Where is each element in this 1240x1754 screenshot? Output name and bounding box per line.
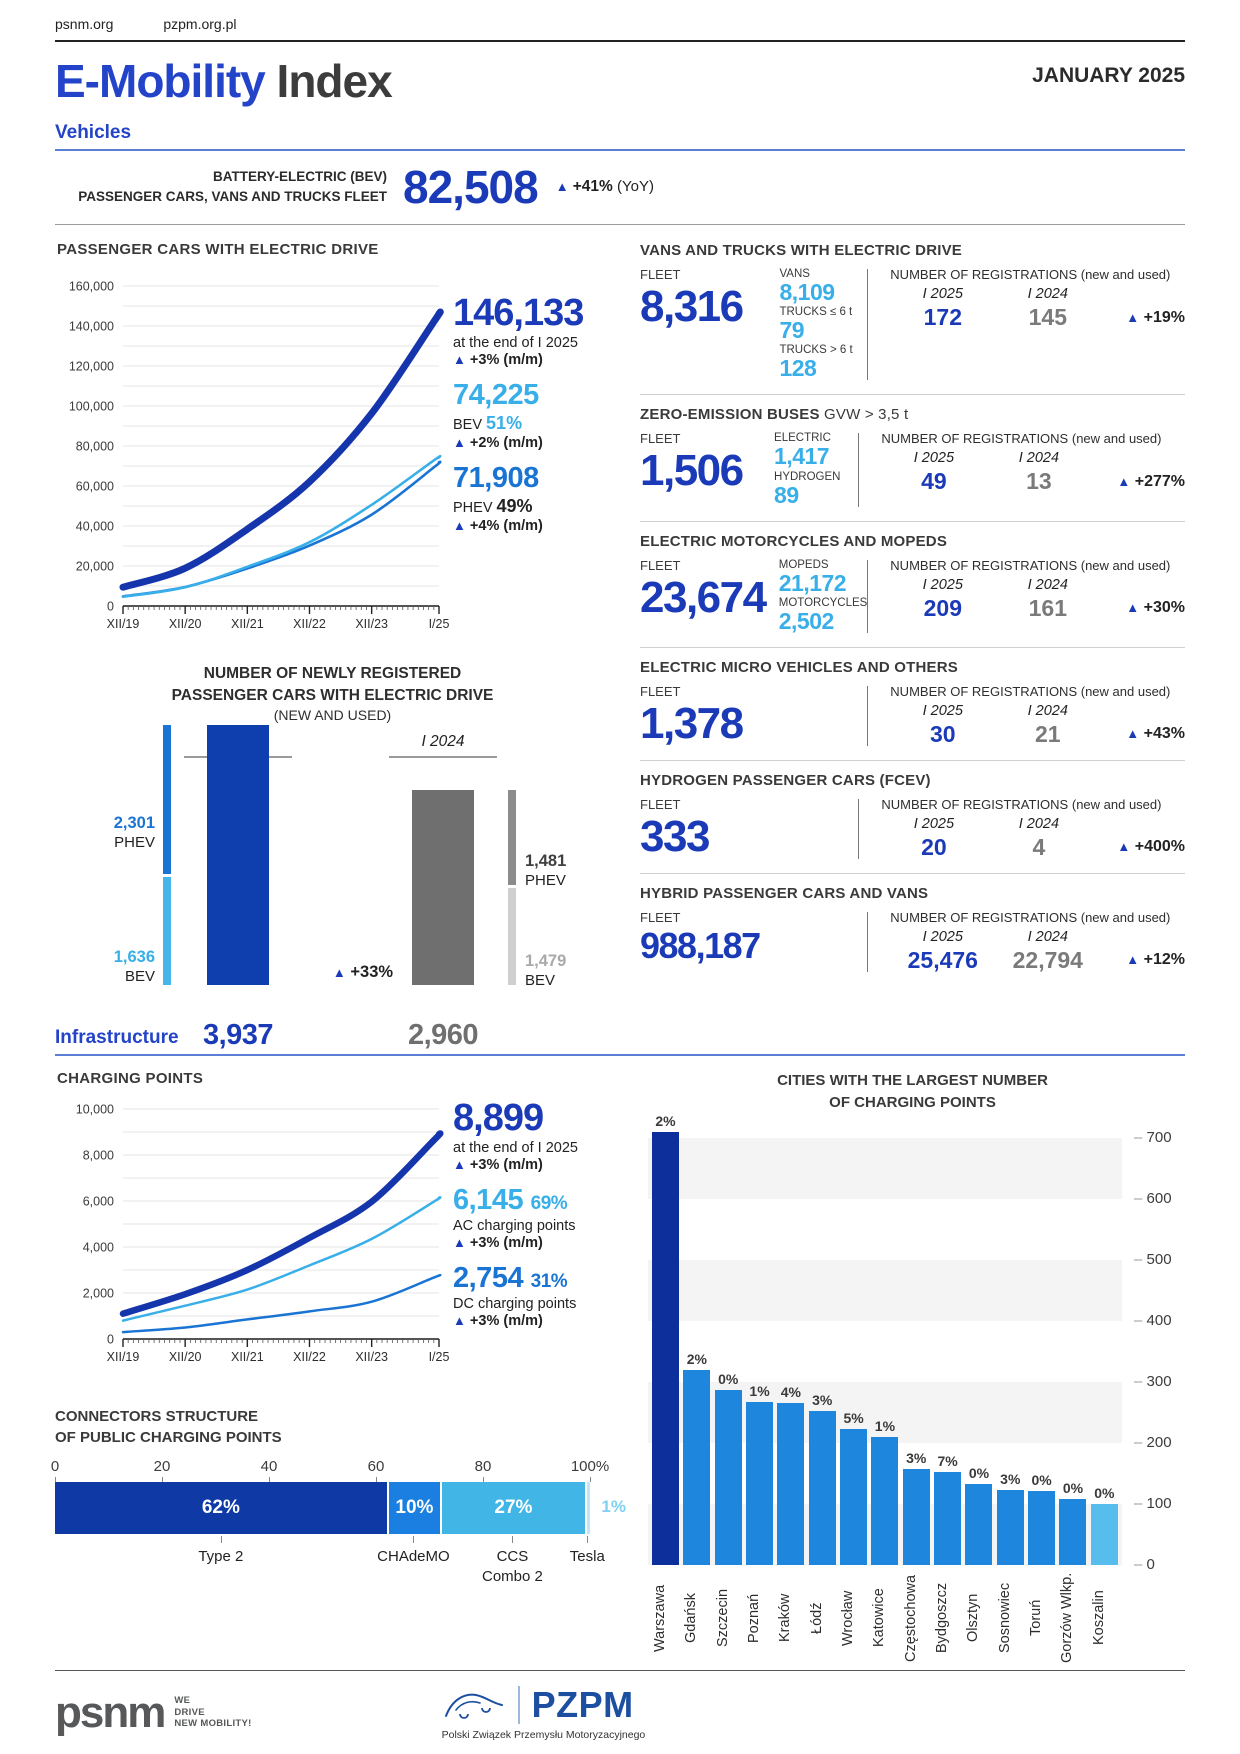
registrations-2025: 25,476: [907, 946, 978, 973]
svg-text:100,000: 100,000: [68, 399, 114, 414]
registrations-2024: 145: [1028, 304, 1067, 330]
city-bar-Sosnowiec: 3%: [997, 1471, 1024, 1565]
connectors-title: CONNECTORS STRUCTURE OF PUBLIC CHARGING POINTS: [55, 1408, 282, 1446]
sub-value: 8,109: [779, 279, 835, 305]
pzpm-car-icon: [442, 1688, 506, 1722]
svg-text:120,000: 120,000: [68, 359, 114, 374]
registrations-2025: 30: [930, 720, 956, 747]
registrations-2025: 20: [921, 833, 947, 860]
svg-text:10,000: 10,000: [75, 1102, 114, 1117]
connectors-bar: [55, 1482, 626, 1534]
phev-2025-label: 2,301 PHEV: [113, 814, 155, 851]
bev-fleet-label: BATTERY-ELECTRIC (BEV) PASSENGER CARS, VANS AND TRUCKS FLEET: [78, 169, 387, 204]
psnm-logo: psnm WE DRIVE NEW MOBILITY!: [55, 1687, 252, 1737]
total-2024: 2,960: [407, 1019, 479, 1051]
city-bar-Toruń: 0%: [1028, 1472, 1055, 1565]
city-label: Olsztyn: [965, 1593, 982, 1643]
svg-text:2,000: 2,000: [82, 1286, 114, 1301]
bev-2024-label: 1,479 BEV: [525, 952, 567, 989]
city-label: Bydgoszcz: [934, 1582, 951, 1654]
phev-2024-label: 1,481 PHEV: [525, 852, 567, 889]
cities-chart: [640, 1070, 1185, 1670]
passenger-chart: [55, 260, 610, 653]
city-label: Sosnowiec: [996, 1582, 1013, 1654]
header-links: [55, 16, 1185, 40]
svg-text:0: 0: [107, 599, 114, 614]
registrations-delta: ▲ +30%: [1126, 599, 1185, 617]
section-infrastructure: Infrastructure: [55, 1027, 179, 1048]
stat-block-5: HYBRID PASSENGER CARS AND VANS FLEET 988,187 NUMBER OF REGISTRATIONS (new and used) I 2025 I 2024 25,476 22,794 ▲ +12%: [640, 873, 1185, 986]
fleet-value: 23,674: [640, 572, 766, 622]
fleet-value: 988,187: [640, 924, 760, 966]
svg-text:XII/23: XII/23: [355, 1350, 388, 1364]
cities-y-axis: – 0 – 100 – 200 – 300 – 400 – 500 – 600 – 700: [1130, 1128, 1185, 1565]
stat-block-2: ELECTRIC MOTORCYCLES AND MOPEDS FLEET 23,674 MOPEDS 21,172 MOTORCYCLES 2,502 NUMBER OF REGISTRATIONS (new and used) I 2025 I 2024 209 161 ▲ +30%: [640, 521, 1185, 647]
svg-text:20,000: 20,000: [75, 559, 114, 574]
charging-chart-title: CHARGING POINTS: [57, 1070, 204, 1087]
city-label: Łódź: [808, 1602, 825, 1634]
svg-text:XII/22: XII/22: [293, 1350, 326, 1364]
svg-text:XII/19: XII/19: [106, 617, 140, 631]
city-bar-Koszalin: 0%: [1091, 1485, 1118, 1565]
tesla-pct-label: 1%: [601, 1497, 626, 1516]
city-label: Warszawa: [652, 1584, 668, 1652]
stack-indicator-2024: [508, 790, 516, 985]
connectors-structure: [50, 1406, 626, 1604]
pzpm-logo: PZPM Polski Związek Przemysłu Motoryzacyjnego: [441, 1684, 646, 1741]
fleet-value: 1,506: [640, 446, 743, 496]
up-triangle-icon: ▲: [555, 179, 569, 194]
newly-registered-title: NUMBER OF NEWLY REGISTERED PASSENGER CARS WITH ELECTRIC DRIVE (NEW AND USED): [171, 665, 494, 724]
ac-value: 6,145 69%: [453, 1184, 568, 1216]
sub-value: 21,172: [778, 569, 847, 596]
bev-2025-label: 1,636 BEV: [113, 948, 155, 985]
city-bar-Gdańsk: 2%: [683, 1351, 710, 1565]
fleet-value: 1,378: [640, 698, 743, 748]
footer: [55, 1670, 1185, 1754]
connector-label: Tesla: [569, 1548, 605, 1565]
svg-text:XII/20: XII/20: [168, 1350, 202, 1364]
registrations-2024: 161: [1028, 594, 1067, 621]
city-bar-Kraków: 4%: [777, 1384, 804, 1565]
city-label: Toruń: [1028, 1599, 1045, 1637]
group-label-2024: I 2024: [389, 733, 497, 758]
registrations-2025: 49: [921, 468, 947, 495]
pzpm-link[interactable]: pzpm.org.pl: [163, 16, 237, 32]
city-bar-Częstochowa: 3%: [903, 1450, 930, 1565]
city-label: Kraków: [777, 1593, 794, 1643]
city-label: Gdańsk: [683, 1593, 700, 1643]
sub-value: 79: [779, 317, 805, 344]
vehicle-stat-blocks: [640, 235, 1185, 1013]
city-label: Koszalin: [1090, 1590, 1107, 1646]
city-label: Gorzów Wlkp.: [1059, 1572, 1076, 1664]
svg-text:6,000: 6,000: [82, 1194, 114, 1209]
charging-chart: [55, 1089, 610, 1390]
connector-label: Type 2: [198, 1548, 244, 1565]
connector-segment-chademo: 10%: [387, 1482, 441, 1534]
city-bar-Katowice: 1%: [871, 1418, 898, 1565]
connector-segment-ccs-combo-2: 27%: [440, 1482, 584, 1534]
fleet-value: 333: [640, 811, 709, 861]
svg-text:XII/21: XII/21: [230, 1350, 264, 1364]
svg-text:0: 0: [107, 1332, 114, 1347]
svg-text:80,000: 80,000: [75, 439, 114, 454]
registrations-2024: 4: [1032, 833, 1046, 860]
connector-segment-tesla: [585, 1482, 590, 1534]
total-fleet-value: 146,133: [453, 292, 584, 334]
bar-2025: [207, 725, 269, 985]
registrations-2024: 22,794: [1012, 946, 1083, 973]
registrations-2024: 13: [1026, 468, 1052, 495]
city-bar-Poznań: 1%: [746, 1383, 773, 1565]
svg-text:160,000: 160,000: [68, 279, 114, 294]
svg-text:XII/22: XII/22: [293, 617, 326, 631]
bev-value: 74,225: [453, 379, 539, 411]
registrations-delta: ▲ +277%: [1117, 472, 1185, 490]
registrations-2025: 172: [923, 304, 962, 330]
charging-stats: 8,899 at the end of I 2025 ▲ +3% (m/m) 6,145 69% AC charging points ▲ +3% (m/m) 2,754 31% DC charging points ▲ +3% (m/m): [453, 1099, 613, 1342]
registrations-2024: 21: [1035, 720, 1061, 747]
header-rule: [55, 40, 1185, 42]
city-label: Częstochowa: [902, 1574, 919, 1662]
psnm-link[interactable]: psnm.org: [55, 16, 114, 32]
svg-text:XII/19: XII/19: [106, 1350, 140, 1364]
registrations-2025: 209: [923, 594, 962, 621]
city-bar-Warszawa: 2%: [652, 1113, 679, 1565]
svg-text:140,000: 140,000: [68, 319, 114, 334]
passenger-stats: 146,133 at the end of I 2025 ▲ +3% (m/m) 74,225 BEV 51% ▲ +2% (m/m) 71,908 PHEV 49% ▲ +4% (m/m): [453, 294, 613, 547]
connectors-axis: 0 20 40 60 80 100%: [55, 1458, 590, 1482]
section-vehicles: Vehicles: [55, 122, 132, 143]
bev-fleet-delta: ▲ +41% (YoY): [555, 178, 654, 195]
svg-text:I/25: I/25: [428, 617, 450, 631]
stack-indicator-2025: [163, 725, 171, 985]
svg-text:8,000: 8,000: [82, 1148, 114, 1163]
stat-block-3: ELECTRIC MICRO VEHICLES AND OTHERS FLEET 1,378 NUMBER OF REGISTRATIONS (new and used) I 2025 I 2024 30 21 ▲ +43%: [640, 647, 1185, 760]
bev-fleet-banner: [55, 151, 1185, 225]
city-bar-Łódź: 3%: [809, 1392, 836, 1565]
svg-text:XII/21: XII/21: [230, 617, 264, 631]
registrations-delta: ▲ +43%: [1126, 725, 1185, 743]
city-bar-Wrocław: 5%: [840, 1410, 867, 1565]
connector-label: CCS Combo 2: [481, 1548, 543, 1585]
charging-total-value: 8,899: [453, 1097, 544, 1139]
city-bar-Szczecin: 0%: [715, 1371, 742, 1565]
bar-2024: [412, 790, 474, 985]
passenger-chart-title: PASSENGER CARS WITH ELECTRIC DRIVE: [57, 241, 379, 258]
sub-value: 1,417: [774, 443, 830, 470]
svg-text:60,000: 60,000: [75, 479, 114, 494]
connector-label: CHAdeMO: [377, 1548, 450, 1565]
phev-value: 71,908: [453, 462, 539, 494]
stat-block-1: ZERO-EMISSION BUSES GVW > 3,5 t FLEET 1,506 ELECTRIC 1,417 HYDROGEN 89 NUMBER OF REGISTRATIONS (new and used) I 2025 I 2024 49 13 ▲ +277%: [640, 394, 1185, 520]
city-label: Wrocław: [840, 1590, 857, 1646]
svg-text:I/25: I/25: [428, 1350, 450, 1364]
cities-chart-title: CITIES WITH THE LARGEST NUMBER OF CHARGING POINTS: [777, 1072, 1048, 1111]
stat-block-0: VANS AND TRUCKS WITH ELECTRIC DRIVE FLEET 8,316 VANS 8,109 TRUCKS ≤ 6 t 79 TRUCKS > 6 t 128 NUMBER OF REGISTRATIONS (new and used) I 2025 I 2024 172 145 ▲ +19%: [640, 242, 1185, 382]
registrations-delta: ▲ +12%: [1126, 951, 1185, 969]
fleet-value: 8,316: [640, 282, 743, 331]
psnm-tagline: WE DRIVE NEW MOBILITY!: [174, 1694, 252, 1730]
svg-text:4,000: 4,000: [82, 1240, 114, 1255]
issue-date: JANUARY 2025: [1032, 64, 1185, 87]
bev-fleet-value: 82,508: [403, 161, 538, 213]
connector-segment-type-2: 62%: [55, 1482, 387, 1534]
sub-value: 2,502: [778, 607, 834, 634]
page-title: E-Mobility Index: [55, 55, 392, 107]
city-label: Poznań: [746, 1593, 763, 1643]
stat-block-4: HYDROGEN PASSENGER CARS (FCEV) FLEET 333 NUMBER OF REGISTRATIONS (new and used) I 2025 I 2024 20 4 ▲ +400%: [640, 760, 1185, 873]
city-bar-Gorzów Wlkp.: 0%: [1059, 1480, 1086, 1565]
connectors-labels: [55, 1534, 605, 1604]
city-label: Szczecin: [714, 1588, 731, 1648]
registrations-delta: ▲ +19%: [1126, 308, 1185, 326]
registrations-delta: ▲ +400%: [1117, 838, 1185, 856]
svg-text:XII/20: XII/20: [168, 617, 202, 631]
newreg-delta: ▲ +33%: [332, 963, 394, 981]
city-bar-Bydgoszcz: 7%: [934, 1453, 961, 1565]
total-2025: 3,937: [202, 1019, 274, 1051]
svg-text:XII/23: XII/23: [355, 617, 388, 631]
sub-value: 128: [779, 355, 817, 382]
svg-text:40,000: 40,000: [75, 519, 114, 534]
city-label: Katowice: [871, 1588, 888, 1648]
sub-value: 89: [774, 481, 799, 508]
dc-value: 2,754 31%: [453, 1262, 568, 1294]
city-bar-Olsztyn: 0%: [965, 1465, 992, 1565]
